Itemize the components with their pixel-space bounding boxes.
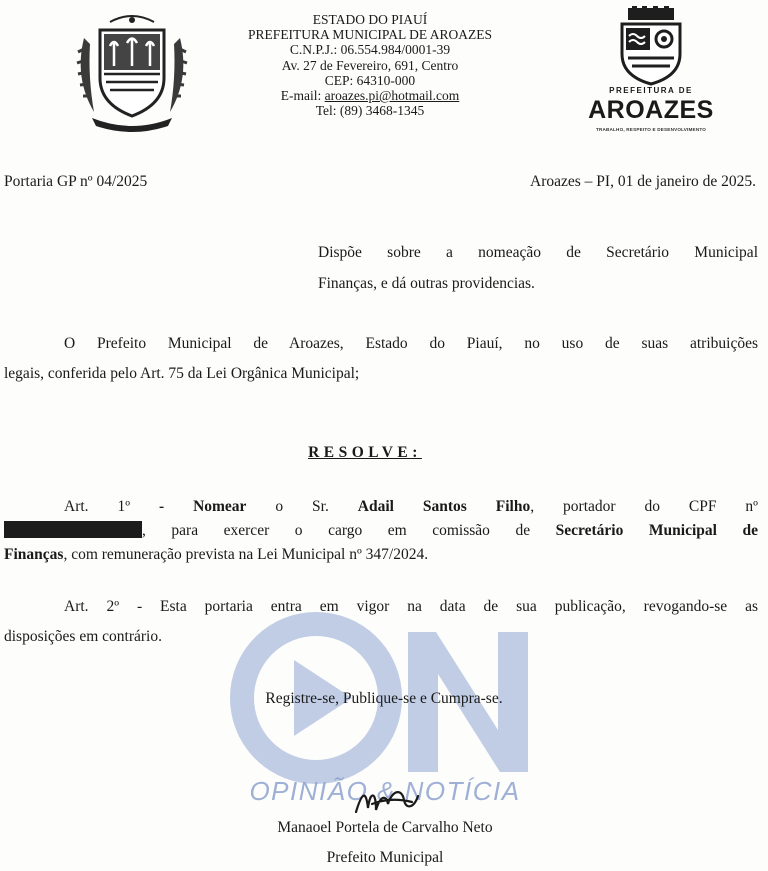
watermark-text: OPINIÃO & NOTÍCIA [249, 776, 521, 806]
role-title: Secretário Municipal de [555, 522, 758, 539]
logo-aroazes-text: AROAZES [588, 96, 714, 124]
phone: Tel: (89) 3468-1345 [315, 103, 425, 119]
email-link[interactable]: aroazes.pi@hotmail.com [324, 88, 460, 104]
article-1-text-2: , portador do CPF nº [530, 498, 758, 515]
email-label: E-mail: [280, 88, 325, 104]
cnpj: C.N.P.J.: 06.554.984/0001-39 [289, 42, 451, 58]
resolve-heading: RESOLVE: [308, 444, 422, 461]
prefeitura-logo [576, 6, 726, 136]
prefecture-name: PREFEITURA MUNICIPAL DE AROAZES [248, 27, 492, 43]
article-1-text-1: o Sr. [246, 498, 358, 515]
cep: CEP: 64310-000 [324, 72, 416, 88]
closing-formula: Registre-se, Publique-se e Cumpra-se. [265, 690, 503, 707]
redacted-cpf [4, 521, 142, 538]
article-2-line-1: Art. 2º - Esta portaria entra em vigor na data de sua publicação, revogando-se as [64, 598, 758, 615]
logo-motto: TRABALHO, RESPEITO E DESENVOLVIMENTO [595, 127, 707, 132]
article-1-text-4: , com remuneração prevista na Lei Municipal nº 347/2024. [63, 546, 429, 563]
letterhead [200, 12, 540, 118]
address: Av. 27 de Fevereiro, 691, Centro [281, 57, 459, 73]
article-1-line-1 [4, 495, 758, 519]
portaria-number: Portaria GP nº 04/2025 [4, 173, 148, 190]
place-date: Aroazes – PI, 01 de janeiro de 2025. [530, 173, 756, 190]
preamble [4, 329, 758, 389]
preamble-line-1: O Prefeito Municipal de Aroazes, Estado do Piauí, no uso de suas atribuições [64, 335, 758, 352]
email-line [200, 88, 540, 103]
article-1-dash: - [130, 498, 194, 515]
article-2-line-2: disposições em contrário. [4, 628, 162, 645]
article-1-text-3: , para exercer o cargo em comissão de [142, 522, 556, 539]
ementa [318, 237, 758, 299]
article-1-line-3 [4, 543, 758, 567]
state-name: ESTADO DO PIAUÍ [312, 12, 428, 27]
appointee-name: Adail Santos Filho [357, 498, 531, 515]
municipal-shield-icon [616, 6, 686, 86]
ementa-line-2: Finanças, e dá outras providencias. [318, 275, 535, 292]
logo-prefeitura-text: PREFEITURA DE [609, 86, 693, 95]
coat-of-arms-icon [70, 8, 194, 136]
article-1-label: Art. 1º [64, 498, 131, 515]
preamble-line-2: legais, conferida pelo Art. 75 da Lei Orgânica Municipal; [4, 365, 360, 382]
role-title-end: Finanças [4, 546, 64, 563]
ementa-line-1: Dispõe sobre a nomeação de Secretário Municipal [318, 244, 758, 261]
signer-title: Prefeito Municipal [326, 849, 444, 866]
signer-name: Manaoel Portela de Carvalho Neto [277, 819, 493, 836]
article-1-line-2 [4, 519, 758, 543]
article-1-verb: Nomear [193, 498, 247, 515]
article-1 [4, 495, 758, 567]
